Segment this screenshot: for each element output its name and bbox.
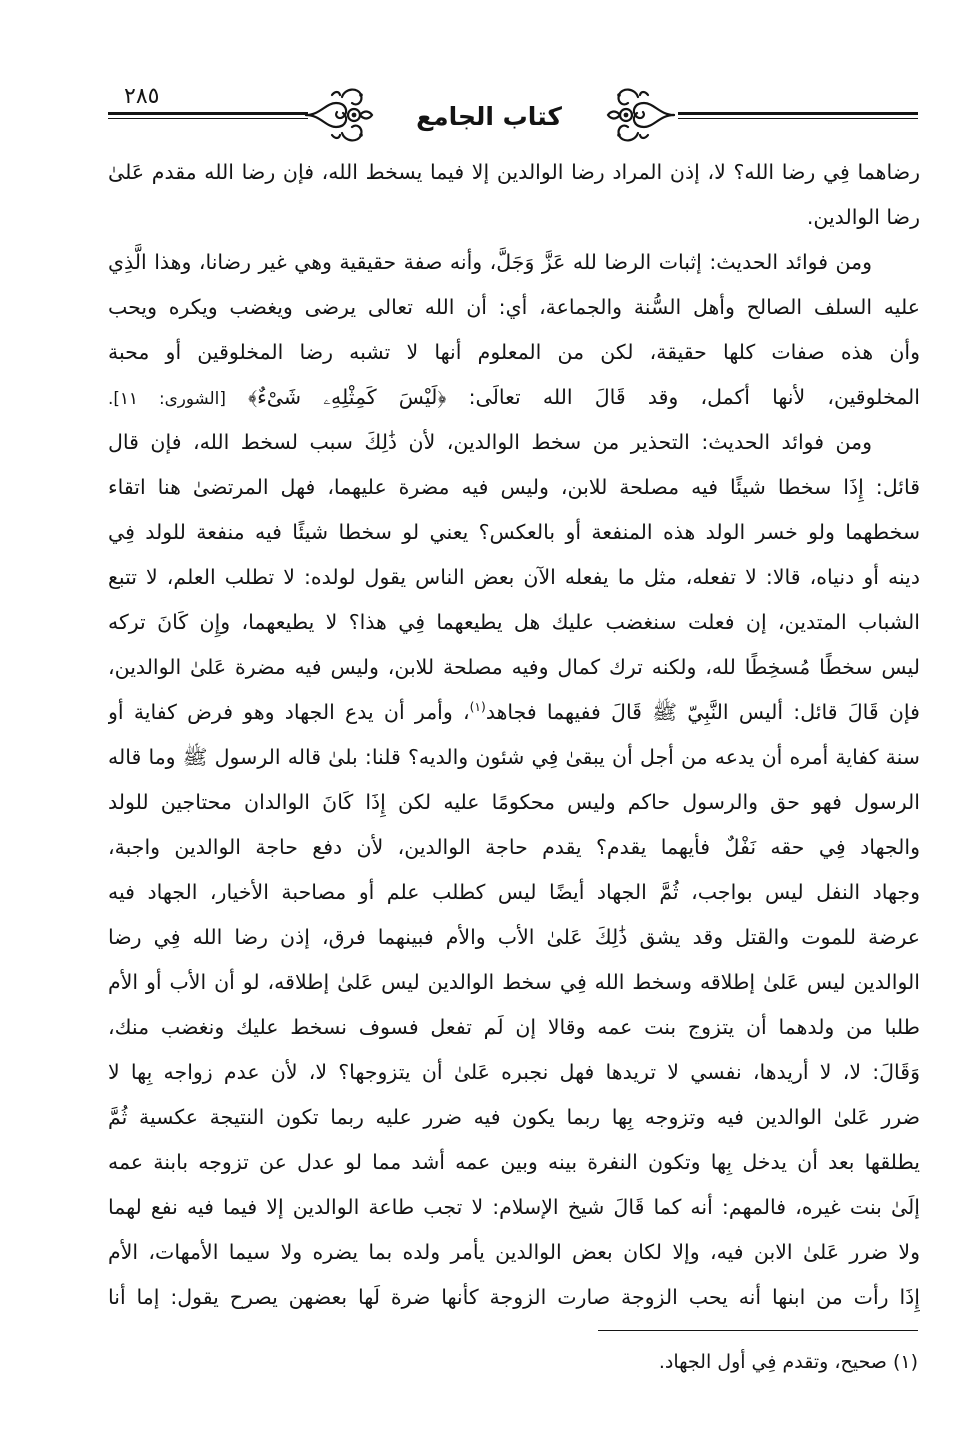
- paragraph-start-line: ومن فوائد الحديث: إثبات الرضا لله عَزَّ وَجَلَّ، وأنه صفة حقيقية وهي غير رضانا، وهذا الَّذِي: [108, 250, 872, 274]
- body-line: إِذَا رأت من ابنها أنه يحب الزوجة صارت الزوجة كأنها ضرة لَها بعضهن يصرح يقول: إما أنا: [108, 1285, 920, 1309]
- line-text-after-ref: ، وأمر أن يدع الجهاد وهو فرض كفاية أو: [108, 700, 470, 724]
- line-text-before-ref: فإن قَالَ قائل: أليس النَّبِيّ ﷺ قَالَ ففيهما فجاهد: [485, 700, 920, 724]
- header-rule-left: [108, 112, 308, 119]
- body-line: والجهاد فِي حقه نَفْلٌ فأيهما يقدم؟ يقدم حاجة الوالدين، لأن دفع حاجة الوالدين واجبة،: [108, 835, 920, 859]
- body-line: يطلقها بعد أن يدخل بِها وتكون النفرة بينه وبين عمه أشد مما لو عدل عن تزوجه بابنة عمه: [108, 1150, 920, 1174]
- surah-reference: [الشورى: ١١].: [108, 388, 226, 408]
- body-line: رضاهما فِي رضا الله؟ لا، إذن المراد رضا الوالدين إلا فيما يسخط الله، فإن رضا الله مقدم عَلىٰ: [108, 160, 920, 184]
- body-line: طلبا من ولدهما أن يتزوج بنت عمه وقالا إن لَم تفعل فسوف نسخط عليك ونغضب منك،: [108, 1015, 920, 1039]
- quran-quote-text: المخلوقين، لأنها أكمل، وقد قَالَ الله تعالَى: ﴿لَيْسَ كَمِثْلِهِۦ شَىْءٌ﴾: [248, 385, 920, 409]
- paragraph-start-line: ومن فوائد الحديث: التحذير من سخط الوالدين، لأن ذَٰلِكَ سبب لسخط الله، فإن قال: [108, 430, 872, 454]
- body-line: الشباب المتدين، إن فعلت سنغضب عليك هل يطيعهما فِي هذا؟ لا يطيعهما، وإِن كَانَ تركه: [108, 610, 920, 634]
- page-number: ٢٨٥: [124, 84, 160, 109]
- body-line: [108, 375, 920, 420]
- body-line: الرسول فهو حق والرسول حاكم وليس محكومًا عليه لكن إِذَا كَانَ الوالدان محتاجين للولد: [108, 790, 920, 814]
- footnote-reference: (١): [469, 700, 486, 715]
- footnote: (١) صحيح، وتقدم فِي أول الجهاد.: [658, 1351, 918, 1373]
- body-line: ولا ضرر عَلىٰ الابن فيه، وإلا لكان بعض الوالدين يأمر ولده بما يضره ولا سيما الأمهات، الأم: [108, 1240, 920, 1264]
- arabesque-ornament-right-icon: [606, 82, 678, 148]
- body-line: سنة كفاية أمره أن يدعه من أجل أن يبقىٰ فِي شئون والديه؟ قلنا: بلىٰ قاله الرسول ﷺ وما قاله: [108, 745, 920, 769]
- body-line: وأن هذه صفات كلها حقيقة، لكن من المعلوم أنها لا تشبه رضا المخلوقين أو محبة: [108, 340, 920, 364]
- body-line: وجهاد النفل ليس بواجب، ثُمَّ الجهاد أيضًا ليس كطلب علم أو مصاحبة الأخيار، الجهاد فيه: [108, 880, 920, 904]
- body-line: [108, 690, 920, 735]
- footnote-separator: [598, 1330, 918, 1331]
- body-line: ضرر عَلىٰ الوالدين فيه وتزوجه بِها ربما يكون فيه ضرر عليه ربما تكون النتيجة عكسية ثُمَّ: [108, 1105, 920, 1129]
- body-line: رضا الوالدين.: [806, 205, 920, 229]
- running-title: كتاب الجامع: [416, 102, 562, 131]
- header-rule-right: [678, 112, 918, 119]
- body-line: عليه السلف الصالح وأهل السُّنة والجماعة، أي: أن الله تعالى يرضى ويغضب ويكره ويحب: [108, 295, 920, 319]
- body-text: [108, 150, 920, 1320]
- body-line: عرضة للموت والقتل وقد يشق ذَٰلِكَ عَلىٰ الأب والأم فبينهما فرق، إذن رضا الله فِي رضا: [108, 925, 920, 949]
- body-line: دينه أو دنياه، قالا: لا تفعله، مثل ما يفعله الآن بعض الناس يقول لولده: لا تطلب العلم، لا تتبع: [108, 565, 920, 589]
- arabesque-ornament-left-icon: [302, 82, 374, 148]
- body-line: سخطهما ولو خسر الولد هذه المنفعة أو بالعكس؟ يعني لو سخطا شيئًا فيه منفعة للولد فِي: [108, 520, 920, 544]
- body-line: إلَىٰ بنت غيره، فالمهم: أنه كما قَالَ شيخ الإسلام: لا تجب طاعة الوالدين إلا فيما فيه نفع لهما: [108, 1195, 920, 1219]
- body-line: وَقَالَ: لا، لا أريدها، نفسي لا تريدها فهل نجبره عَلىٰ أن يتزوجها؟ لا، لأن عدم زواجه بِها لا: [108, 1060, 920, 1084]
- body-line: قائل: إِذَا سخطا شيئًا فيه مصلحة للابن، وليس فيه مضرة عليهما، فهل المرتضىٰ هنا اتقاء: [108, 475, 920, 499]
- body-line: ليس سخطًا مُسخِطًا لله، ولكنه ترك كمال وفيه مصلحة للابن، وليس فيه مضرة عَلىٰ الوالدين،: [108, 655, 920, 679]
- body-line: الوالدين ليس عَلىٰ إطلاقه وسخط الله فِي سخط الوالدين ليس عَلىٰ إطلاقه، لو أن الأب أو الأم: [108, 970, 920, 994]
